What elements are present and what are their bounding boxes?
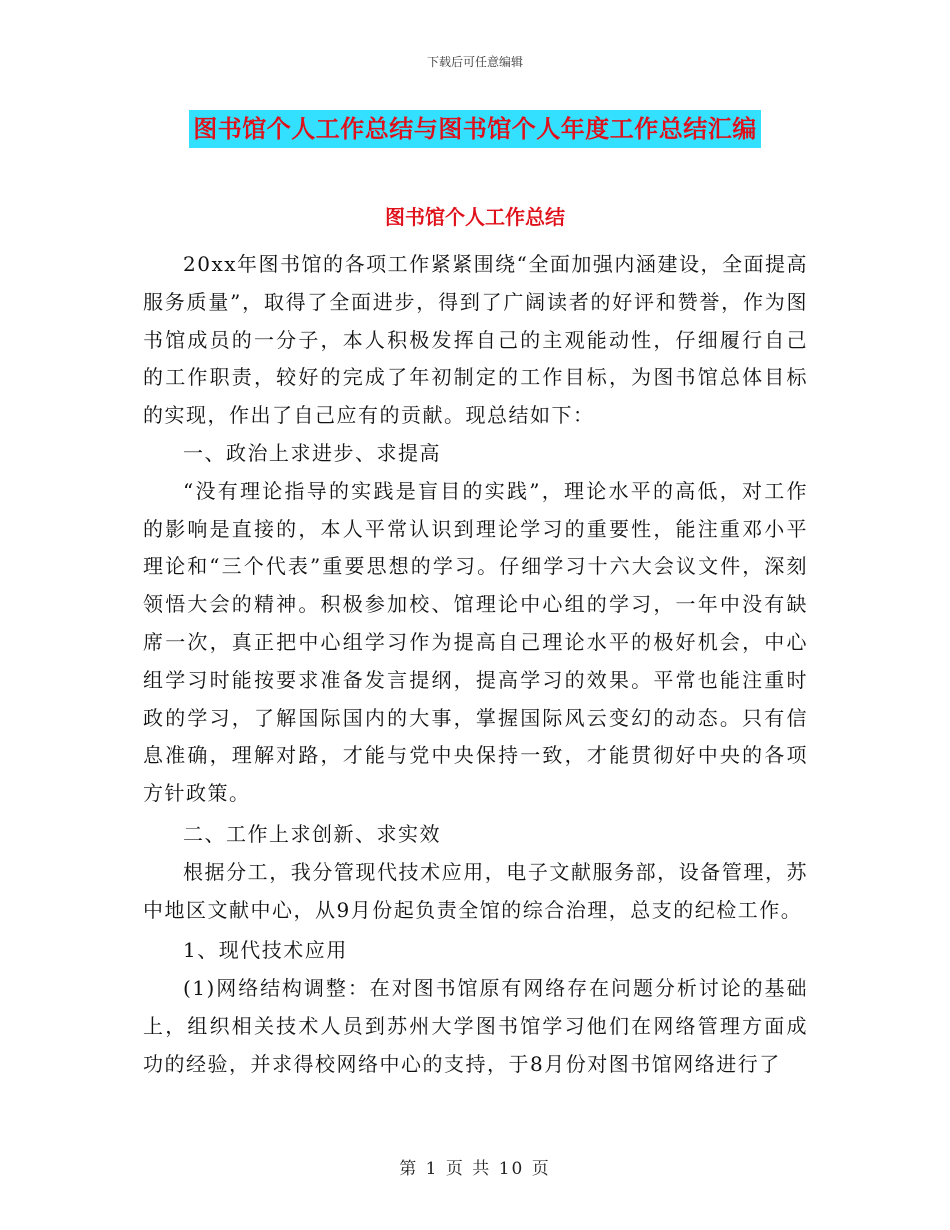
header-note: 下载后可任意编辑 bbox=[426, 55, 523, 69]
body-text bbox=[143, 246, 808, 1084]
paragraph-heading: 1、现代技术应用 bbox=[183, 938, 348, 963]
paragraph: (1)网络结构调整：在对图书馆原有网络存在问题分析讨论的基础上，组织相关技术人员到苏州大学图书馆学习他们在网络管理方面成功的经验，并求得校网络中心的支持，于8月份对图书馆网络进行了 bbox=[143, 976, 808, 1076]
main-title-container bbox=[0, 110, 950, 148]
paragraph: 根据分工，我分管现代技术应用，电子文献服务部，设备管理，苏中地区文献中心，从9月份起负责全馆的综合治理，总支的纪检工作。 bbox=[143, 859, 808, 922]
section-title: 图书馆个人工作总结 bbox=[385, 205, 565, 229]
paragraph-heading: 二、工作上求创新、求实效 bbox=[183, 821, 441, 846]
paragraph: “没有理论指导的实践是盲目的实践”，理论水平的高低，对工作的影响是直接的，本人平常认识到理论学习的重要性，能注重邓小平理论和“三个代表”重要思想的学习。仔细学习十六大会议文件，深刻领悟大会的精神。积极参加校、馆理论中心组的学习，一年中没有缺席一次，真正把中心组学习作为提高自己理论水平的极好机会，中心组学习时能按要求准备发言提纲，提高学习的效果。平常也能注重时政的学习，了解国际国内的大事，掌握国际风云变幻的动态。只有信息准确，理解对路，才能与党中央保持一致，才能贯彻好中央的各项方针政策。 bbox=[143, 478, 808, 806]
paragraph: 20xx年图书馆的各项工作紧紧围绕“全面加强内涵建设，全面提高服务质量”，取得了全面进步，得到了广阔读者的好评和赞誉，作为图书馆成员的一分子，本人积极发挥自己的主观能动性，仔细履行自己的工作职责，较好的完成了年初制定的工作目标，为图书馆总体目标的实现，作出了自己应有的贡献。现总结如下： bbox=[143, 252, 808, 428]
page-footer: 第 1 页 共 10 页 bbox=[399, 1159, 551, 1179]
paragraph-heading: 一、政治上求进步、求提高 bbox=[183, 440, 441, 465]
main-title: 图书馆个人工作总结与图书馆个人年度工作总结汇编 bbox=[189, 110, 761, 148]
